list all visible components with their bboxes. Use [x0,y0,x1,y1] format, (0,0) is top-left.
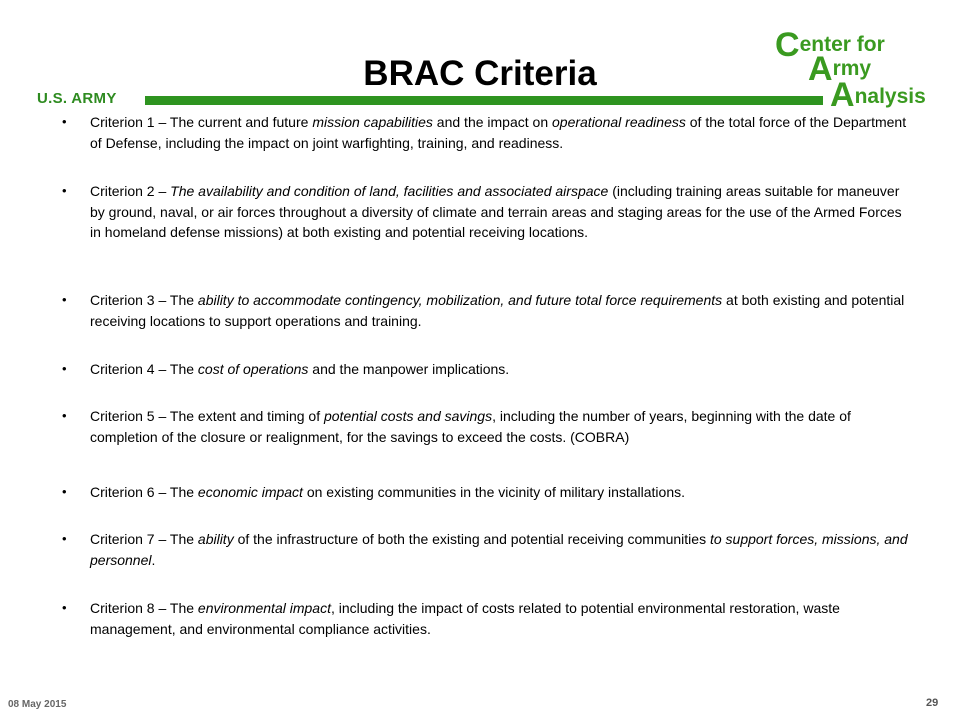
logo-text-army: rmy [832,57,872,80]
criterion-segment: of the infrastructure of both the existing and potential receiving communities [233,531,710,547]
criterion-segment: , including the number of years, beginning with the date of completion of the closure or realignment, for the savings to exceed the costs. (COBRA) [90,408,851,445]
criterion-segment: Criterion 4 – The [90,361,198,377]
bullet-icon: • [62,531,67,546]
criterion-segment: of the total force of the Department of Defense, including the impact on joint warfighting, training, and readiness. [90,114,907,151]
logo-initial-a-2: A [830,76,855,114]
criterion-segment: (including training areas suitable for maneuver by ground, naval, or air forces throughout a diversity of climate and terrain areas and staging areas for the use of the Armed Forces in homeland defense missions) at both existing and potential receiving locations. [90,183,902,240]
criterion-8-text [90,598,910,639]
criterion-1-text [90,112,910,153]
criterion-segment: Criterion 7 – The [90,531,198,547]
criterion-emphasis: operational readiness [552,114,686,130]
criterion-emphasis: to support forces, missions, and personnel [90,531,908,568]
criterion-emphasis: mission capabilities [312,114,433,130]
criterion-4-text [90,359,910,380]
criterion-emphasis: environmental impact [197,600,331,616]
criterion-segment: on existing communities in the vicinity of military installations. [302,484,685,500]
criterion-2-text [90,181,910,243]
bullet-icon: • [62,408,67,423]
criterion-segment: and the impact on [432,114,552,130]
criterion-segment: at both existing and potential receiving locations to support operations and training. [90,292,905,329]
slide-title: BRAC Criteria [363,54,597,93]
criterion-3-text [90,290,910,331]
criterion-segment: Criterion 6 – The [90,484,198,500]
criterion-segment: Criterion 8 – The [90,600,198,616]
criterion-emphasis: potential costs and savings [323,408,493,424]
criterion-6-text [90,482,910,503]
bullet-icon: • [62,114,67,129]
criterion-segment: Criterion 5 – The extent and timing of [90,408,324,424]
criterion-segment: Criterion 3 – The [90,292,198,308]
criterion-emphasis: ability to accommodate contingency, mobilization, and future total force requirements [197,292,723,308]
bullet-icon: • [62,292,67,307]
criterion-emphasis: cost of operations [197,361,309,377]
criterion-segment: Criterion 2 – [90,183,171,199]
criterion-7-text [90,529,910,570]
footer-date: 08 May 2015 [8,699,67,710]
bullet-icon: • [62,361,67,376]
logo-text-center-for: enter for [799,33,885,56]
criterion-segment: and the manpower implications. [308,361,510,377]
criterion-emphasis: economic impact [197,484,303,500]
page-number: 29 [926,697,939,709]
bullet-icon: • [62,600,67,615]
criterion-5-text [90,406,910,447]
logo-text-analysis: nalysis [854,85,926,108]
bullet-icon: • [62,183,67,198]
logo-initial-c: C [775,26,800,64]
criterion-emphasis: ability [197,531,234,547]
criterion-segment: . [151,551,156,568]
criterion-segment: Criterion 1 – The current and future [90,114,313,130]
criterion-emphasis: The availability and condition of land, facilities and associated airspace [170,183,609,199]
army-label: U.S. ARMY [37,90,117,107]
bullet-icon: • [62,484,67,499]
logo-initial-a: A [808,50,833,88]
criterion-segment: , including the impact of costs related to potential environmental restoration, waste management, and environmental compliance activities. [90,600,840,637]
header-divider-bar [145,96,823,105]
